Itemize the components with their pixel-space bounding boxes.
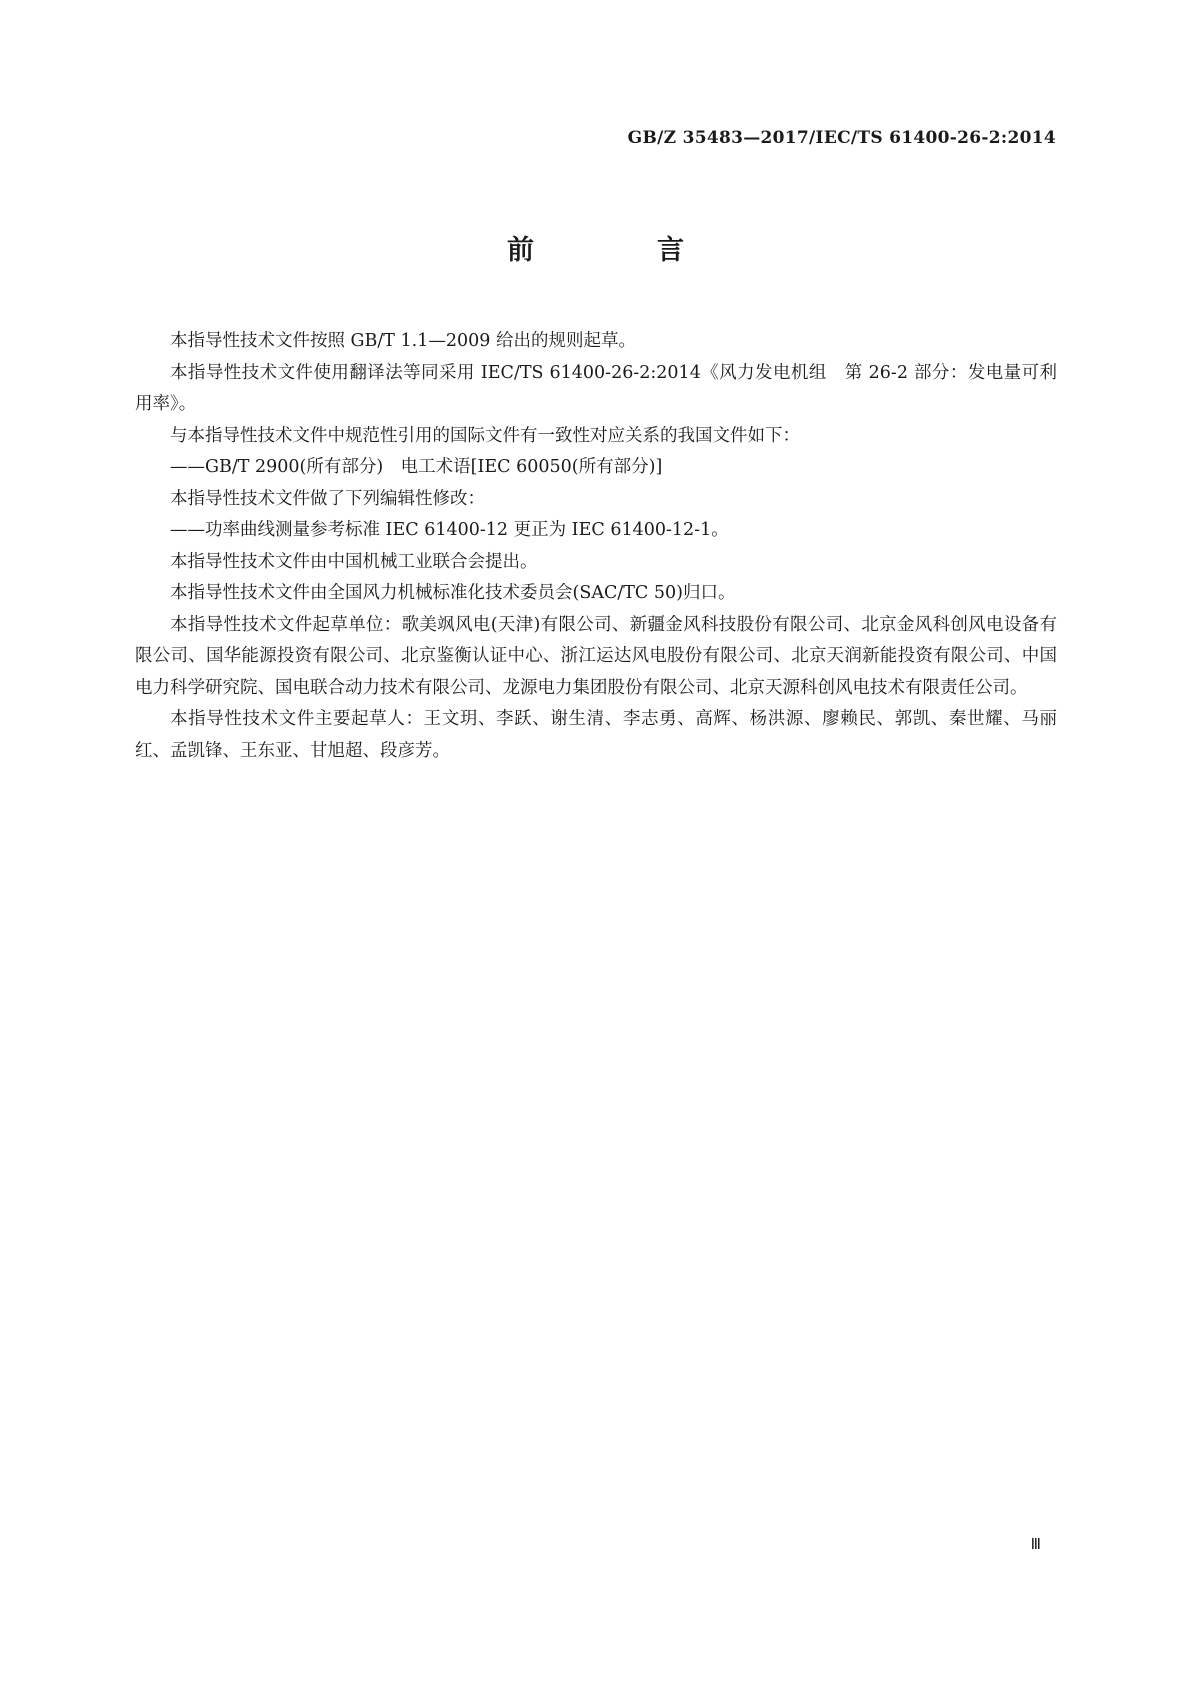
- paragraph-correspondence-intro: 与本指导性技术文件中规范性引用的国际文件有一致性对应关系的我国文件如下：: [170, 425, 800, 446]
- foreword-body: [135, 326, 1057, 767]
- paragraph-proposer: 本指导性技术文件由中国机械工业联合会提出。: [170, 551, 538, 572]
- paragraph-editorial-intro: 本指导性技术文件做了下列编辑性修改：: [170, 488, 485, 509]
- paragraph-editorial-item: ——功率曲线测量参考标准 IEC 61400-12 更正为 IEC 61400-12-1。: [170, 520, 729, 540]
- paragraph-drafting-units: 本指导性技术文件起草单位：歌美飒风电(天津)有限公司、新疆金风科技股份有限公司、北京金风科创风电设备有限公司、国华能源投资有限公司、北京鉴衡认证中心、浙江运达风电股份有限公司、北京天润新能投资有限公司、中国电力科学研究院、国电联合动力技术有限公司、龙源电力集团股份有限公司、北京天源科创风电技术有限责任公司。: [135, 614, 1057, 698]
- paragraph-committee: 本指导性技术文件由全国风力机械标准化技术委员会(SAC/TC 50)归口。: [170, 583, 736, 603]
- standard-code-header: GB/Z 35483—2017/IEC/TS 61400-26-2:2014: [627, 128, 1056, 148]
- page-number: Ⅲ: [1030, 1535, 1041, 1553]
- paragraph-drafters: 本指导性技术文件主要起草人：王文玥、李跃、谢生清、李志勇、高辉、杨洪源、廖赖民、郭凯、秦世耀、马丽红、孟凯锋、王东亚、甘旭超、段彦芳。: [135, 709, 1057, 761]
- page-title: 前 言: [507, 235, 732, 266]
- paragraph-correspondence-item: ——GB/T 2900(所有部分) 电工术语[IEC 60050(所有部分)]: [170, 457, 663, 477]
- paragraph-drafting-rules: 本指导性技术文件按照 GB/T 1.1—2009 给出的规则起草。: [170, 331, 636, 351]
- paragraph-adoption: 本指导性技术文件使用翻译法等同采用 IEC/TS 61400-26-2:2014《风力发电机组 第 26-2 部分：发电量可利用率》。: [135, 362, 1057, 414]
